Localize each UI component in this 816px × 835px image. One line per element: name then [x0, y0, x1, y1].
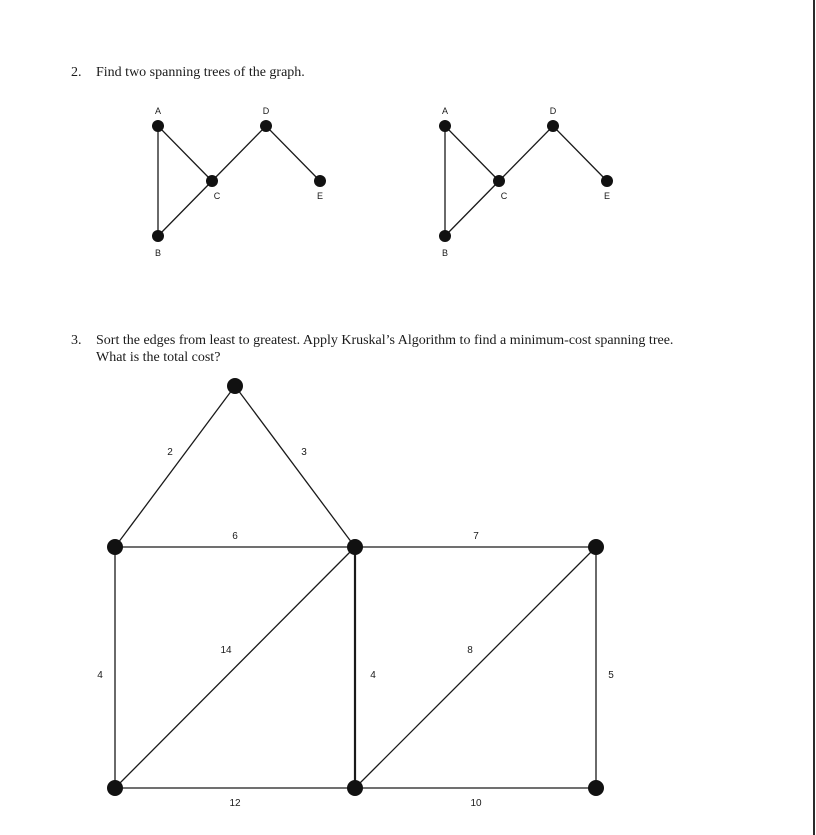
weight-left-vertical: 4: [97, 670, 103, 681]
question-2-text: Find two spanning trees of the graph.: [96, 65, 305, 80]
label-a: A: [154, 106, 162, 116]
vertex-c: [493, 175, 505, 187]
weight-right-vertical: 5: [608, 670, 614, 681]
vertex-d: [260, 120, 272, 132]
label-c: C: [213, 191, 221, 201]
edge-b-c: [158, 181, 212, 236]
weight-center-vertical: 4: [370, 670, 376, 681]
edge-a-c: [445, 126, 499, 181]
vertex-mid-right: [588, 539, 604, 555]
question-3-text-line2: What is the total cost?: [96, 350, 221, 365]
weight-diag-right: 8: [467, 645, 473, 656]
question-2-number: 2.: [71, 65, 82, 80]
label-e: E: [316, 191, 324, 201]
edge-d-e: [266, 126, 320, 181]
label-b: B: [154, 248, 162, 258]
edge-d-e: [553, 126, 607, 181]
small-graph-1: [152, 106, 326, 258]
label-c: C: [500, 191, 508, 201]
edge-top-left: [115, 386, 235, 547]
vertex-bottom-center: [347, 780, 363, 796]
vertex-mid-center: [347, 539, 363, 555]
weight-top-right: 3: [301, 447, 307, 458]
vertex-d: [547, 120, 559, 132]
weight-mid-mid-right: 7: [473, 531, 479, 542]
label-d: D: [262, 106, 270, 116]
weight-top-left: 2: [167, 447, 173, 458]
vertex-a: [439, 120, 451, 132]
vertex-c: [206, 175, 218, 187]
edge-top-right: [235, 386, 355, 547]
label-d: D: [549, 106, 557, 116]
weighted-graph: [97, 378, 614, 809]
vertex-e: [601, 175, 613, 187]
vertex-top: [227, 378, 243, 394]
edge-diag-right: [355, 547, 596, 788]
question-3-text-line1: Sort the edges from least to greatest. Apply Kruskal’s Algorithm to find a minimum-cost spanning tree.: [96, 333, 674, 348]
weight-diag-left: 14: [220, 645, 232, 656]
vertex-b: [439, 230, 451, 242]
vertex-b: [152, 230, 164, 242]
vertex-mid-left: [107, 539, 123, 555]
edge-diag-left: [115, 547, 355, 788]
edge-a-c: [158, 126, 212, 181]
edge-c-d: [212, 126, 266, 181]
vertex-e: [314, 175, 326, 187]
vertex-bottom-right: [588, 780, 604, 796]
weight-bottom-right: 10: [470, 798, 482, 809]
question-3-number: 3.: [71, 333, 82, 348]
vertex-bottom-left: [107, 780, 123, 796]
label-a: A: [441, 106, 449, 116]
edge-c-d: [499, 126, 553, 181]
edge-b-c: [445, 181, 499, 236]
weight-bottom-left: 12: [229, 798, 241, 809]
vertex-a: [152, 120, 164, 132]
weight-mid-left-mid: 6: [232, 531, 238, 542]
small-graph-2: [439, 106, 613, 258]
label-b: B: [441, 248, 449, 258]
label-e: E: [603, 191, 611, 201]
